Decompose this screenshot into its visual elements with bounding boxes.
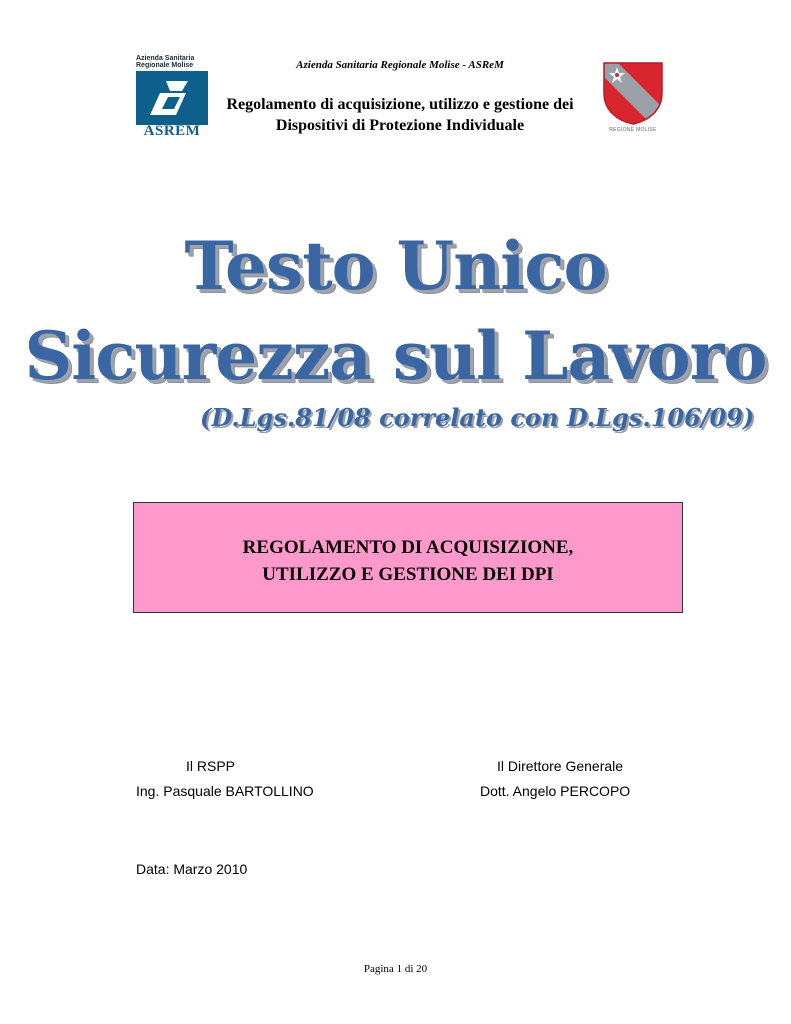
regulation-title-line-1: REGOLAMENTO DI ACQUISIZIONE, (242, 537, 574, 558)
header-organization: Azienda Sanitaria Regionale Molise - ASReM (296, 59, 504, 71)
header-title-line-1: Regolamento di acquisizione, utilizzo e gestione dei (226, 96, 574, 113)
cover-title-line-2: Sicurezza sul Lavoro (24, 317, 767, 395)
regione-molise-logo (602, 61, 664, 139)
rspp-name: Ing. Pasquale BARTOLLINO (136, 783, 314, 799)
shield-icon (602, 61, 664, 125)
logo-org-line-2: Regionale Molise (136, 62, 194, 69)
logo-org-text (136, 55, 208, 69)
rspp-role: Il RSPP (186, 758, 236, 774)
regulation-title-box (133, 502, 683, 613)
asrem-s-icon (136, 71, 208, 125)
director-role: Il Direttore Generale (497, 758, 624, 774)
regulation-title-line-2: UTILIZZO E GESTIONE DEI DPI (262, 564, 554, 585)
header-title (210, 94, 590, 136)
document-date: Data: Marzo 2010 (136, 861, 248, 877)
cover-title-line-1: Testo Unico (184, 227, 607, 305)
asrem-wordmark: ASREM (143, 123, 201, 139)
logo-motto: REGIONE MOLISE (609, 127, 657, 133)
director-name: Dott. Angelo PERCOPO (480, 783, 631, 799)
header-title-line-2: Dispositivi di Protezione Individuale (275, 117, 525, 134)
asrem-logo-mark (136, 71, 208, 125)
cover-subtitle: (D.Lgs.81/08 correlato con D.Lgs.106/09) (200, 403, 755, 432)
logo-org-line-1: Azienda Sanitaria (136, 55, 195, 62)
asrem-logo (136, 55, 208, 139)
page-number: Pagina 1 di 20 (363, 963, 428, 975)
